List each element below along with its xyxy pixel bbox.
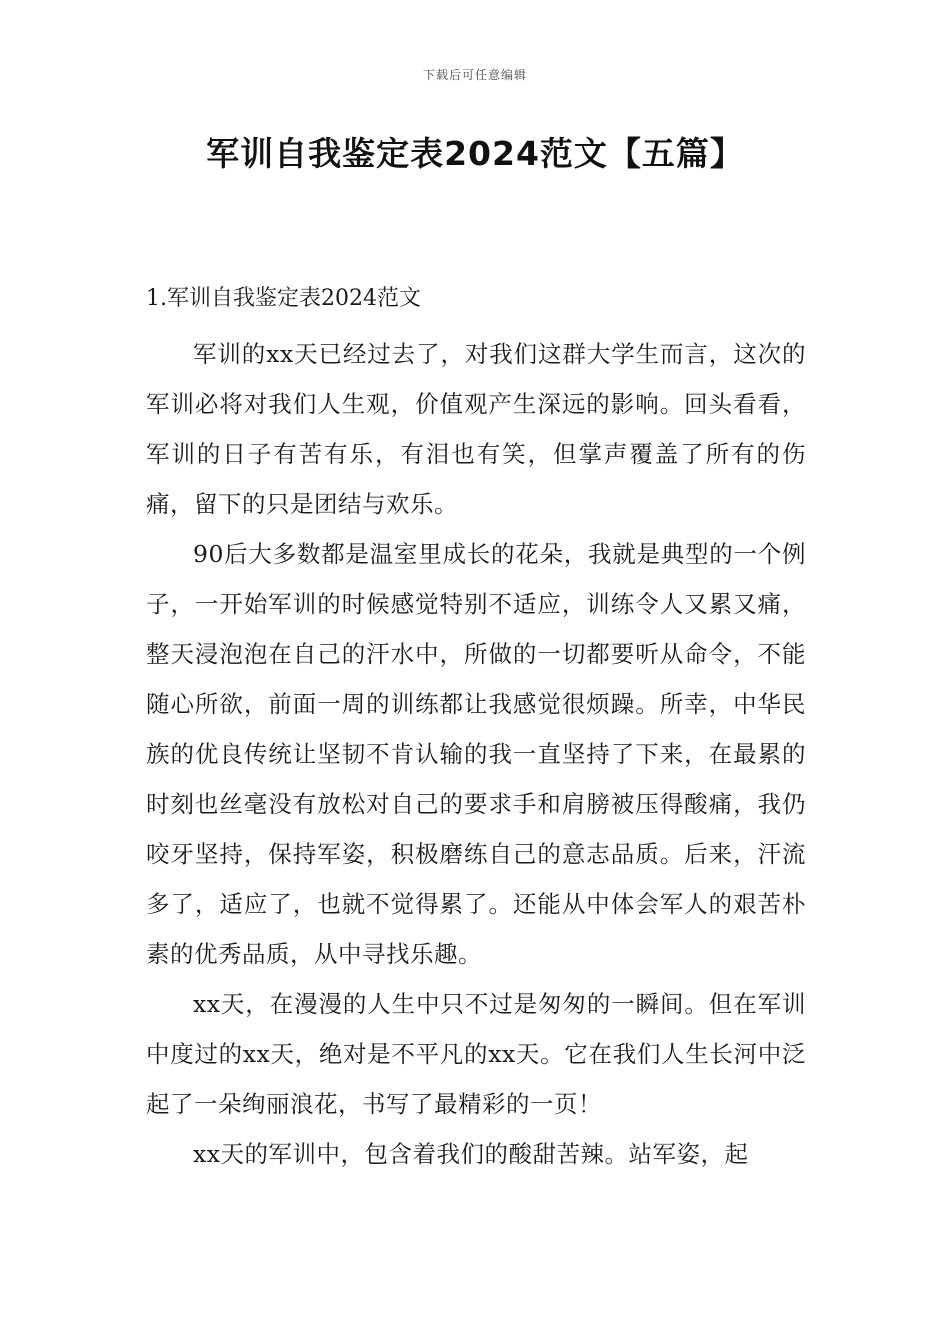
header-note: 下载后可任意编辑 [422, 68, 527, 82]
document-title: 军训自我鉴定表2024范文【五篇】 [206, 134, 744, 173]
paragraph: 军训的xx天已经过去了，对我们这群大学生而言，这次的军训必将对我们人生观，价值观产生深远的影响。回头看看，军训的日子有苦有乐，有泪也有笑，但掌声覆盖了所有的伤痛，留下的只是团结与欢乐。 [146, 340, 806, 518]
document-body [146, 279, 806, 1179]
section-heading: 1.军训自我鉴定表2024范文 [146, 286, 421, 311]
paragraph: 90后大多数都是温室里成长的花朵，我就是典型的一个例子，一开始军训的时候感觉特别不适应，训练令人又累又痛，整天浸泡泡在自己的汗水中，所做的一切都要听从命令，不能随心所欲，前面一周的训练都让我感觉很烦躁。所幸，中华民族的优良传统让坚韧不肯认输的我一直坚持了下来，在最累的时刻也丝毫没有放松对自己的要求手和肩膀被压得酸痛，我仍咬牙坚持，保持军姿，积极磨练自己的意志品质。后来，汗流多了，适应了，也就不觉得累了。还能从中体会军人的艰苦朴素的优秀品质，从中寻找乐趣。 [146, 540, 806, 968]
paragraph: xx天的军训中，包含着我们的酸甜苦辣。站军姿，起 [193, 1140, 749, 1168]
paragraph: xx天，在漫漫的人生中只不过是匆匆的一瞬间。但在军训中度过的xx天，绝对是不平凡的xx天。它在我们人生长河中泛起了一朵绚丽浪花，书写了最精彩的一页！ [146, 990, 806, 1118]
